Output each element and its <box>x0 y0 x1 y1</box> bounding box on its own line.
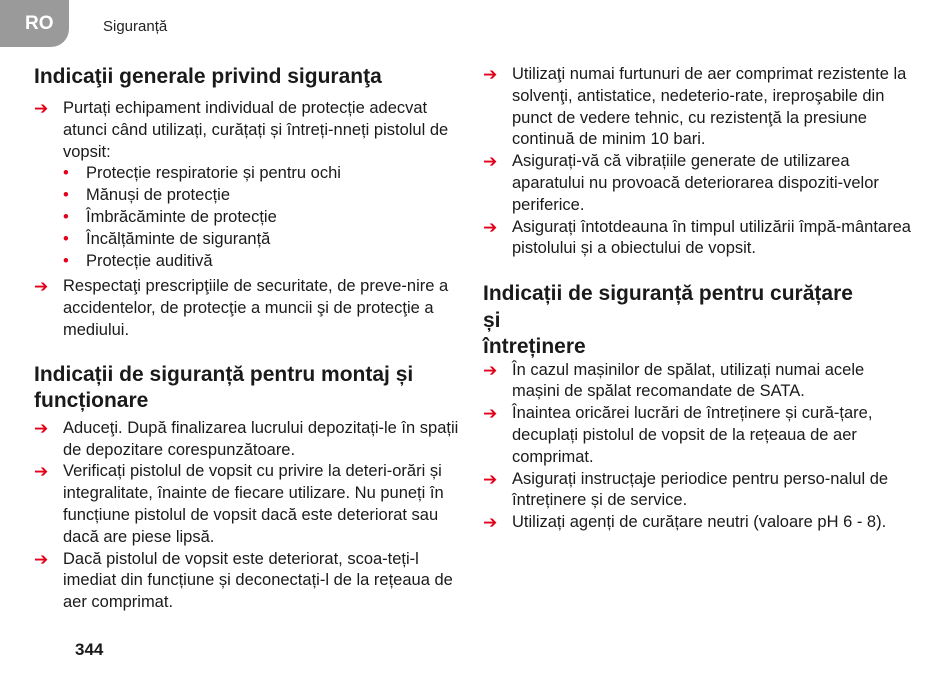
arrow-right-icon: ➔ <box>483 360 498 380</box>
list-item <box>483 403 913 468</box>
list-item <box>34 461 459 548</box>
list-item <box>483 469 913 513</box>
list-item-text: Verificați pistolul de vopsit cu privire la deteri-orări și integralitate, înainte de fiecare utilizare. Nu puneți în funcțiune pistolul de vopsit dacă este deteriorat sau dacă are piese lipsă. <box>63 462 444 546</box>
list-item-text: Utilizați agenți de curățare neutri (valoare pH 6 - 8). <box>512 513 887 532</box>
page-number: 344 <box>75 640 104 659</box>
list-item-text: Respectaţi prescripţiile de securitate, de preve-nire a accidentelor, de protecţie a muncii şi de protecţie a mediului. <box>63 277 449 339</box>
arrow-right-icon: ➔ <box>483 65 498 84</box>
sub-list-item <box>63 185 459 207</box>
dot-icon: • <box>63 186 69 205</box>
arrow-right-icon: ➔ <box>483 404 498 424</box>
list-item-text: Dacă pistolul de vopsit este deteriorat, scoa-teți-l imediat din funcțiune și deconectați-l de la rețeaua de aer comprimat. <box>63 549 453 612</box>
sub-list-item <box>63 229 459 251</box>
sub-list-item-text: Protecție respiratorie și pentru ochi <box>86 164 341 183</box>
section-label: Siguranță <box>103 18 168 35</box>
cleaning-maintenance-list <box>483 360 913 534</box>
left-column <box>34 60 459 614</box>
list-item <box>34 98 459 272</box>
sub-list-item <box>63 163 459 185</box>
sub-list-item-text: Mănuși de protecție <box>86 186 230 205</box>
list-item-text: Asigurați-vă că vibrațiile generate de utilizarea aparatului nu provoacă deteriorarea dispoziti-velor periferice. <box>512 152 879 214</box>
list-item <box>483 64 913 151</box>
sub-list-item <box>63 251 459 273</box>
assembly-operation-list <box>34 418 459 614</box>
list-item-text: Aduceţi. După finalizarea lucrului depozitați-le în spații de depozitare corespunzătoare. <box>63 418 459 459</box>
arrow-right-icon: ➔ <box>34 99 49 118</box>
dot-icon: • <box>63 251 69 270</box>
arrow-right-icon: ➔ <box>483 217 498 237</box>
list-item-text: Asigurați instrucțaje periodice pentru perso-nalul de întreținere și de service. <box>512 469 889 510</box>
arrow-right-icon: ➔ <box>483 469 498 489</box>
arrow-right-icon: ➔ <box>483 152 498 172</box>
dot-icon: • <box>63 229 69 248</box>
arrow-right-icon: ➔ <box>34 462 49 482</box>
heading-general-safety: Indicaţii generale privind siguranţa <box>34 65 382 88</box>
list-item <box>34 276 459 341</box>
list-item-text: Înaintea oricărei lucrări de întreținere și cură-țare, decuplați pistolul de vopsit de la rețeaua de aer comprimat. <box>512 404 873 466</box>
general-safety-list <box>34 98 459 342</box>
list-item-text: Purtați echipament individual de protecție adecvat atunci când utilizați, curățați și întreți-nneți pistolul de vopsit: <box>63 99 449 161</box>
heading-line: și <box>483 308 501 332</box>
sub-list-item-text: Protecție auditivă <box>86 251 213 270</box>
arrow-right-icon: ➔ <box>34 549 49 569</box>
list-item <box>483 217 913 261</box>
heading-assembly-operation: Indicații de siguranță pentru montaj și funcționare <box>34 362 414 412</box>
list-item <box>34 549 459 614</box>
list-item <box>483 360 913 404</box>
heading-line: întreținere <box>483 335 586 359</box>
dot-icon: • <box>63 207 69 226</box>
arrow-right-icon: ➔ <box>34 418 49 438</box>
arrow-right-icon: ➔ <box>34 277 49 297</box>
list-item <box>34 418 459 462</box>
list-item-text: Asigurați întotdeauna în timpul utilizării împă-mântarea pistolului și a obiectului de vopsit. <box>512 217 911 258</box>
hoses-safety-list <box>483 64 913 260</box>
list-item <box>483 151 913 216</box>
sub-list-item <box>63 207 459 229</box>
arrow-right-icon: ➔ <box>483 513 498 533</box>
heading-cleaning-maintenance <box>483 281 913 361</box>
dot-icon: • <box>63 164 69 183</box>
list-item-text: Utilizaţi numai furtunuri de aer comprimat rezistente la solvenţi, antistatice, nedeterio-rate, ireproşabile din punct de vedere tehnic, cu rezistenţă la presiune continuă de minim 10 bari. <box>512 65 907 149</box>
sub-list-item-text: Îmbrăcăminte de protecție <box>86 207 277 226</box>
list-item-text: În cazul mașinilor de spălat, utilizați numai acele mașini de spălat recomandate de SATA. <box>512 360 865 401</box>
right-column <box>483 64 913 534</box>
sub-list-item-text: Încălțăminte de siguranță <box>86 229 271 248</box>
ppe-sub-list <box>63 163 459 272</box>
heading-line: Indicații de siguranță pentru curățare <box>483 282 853 306</box>
language-tab: RO <box>0 0 69 47</box>
list-item <box>483 512 913 534</box>
